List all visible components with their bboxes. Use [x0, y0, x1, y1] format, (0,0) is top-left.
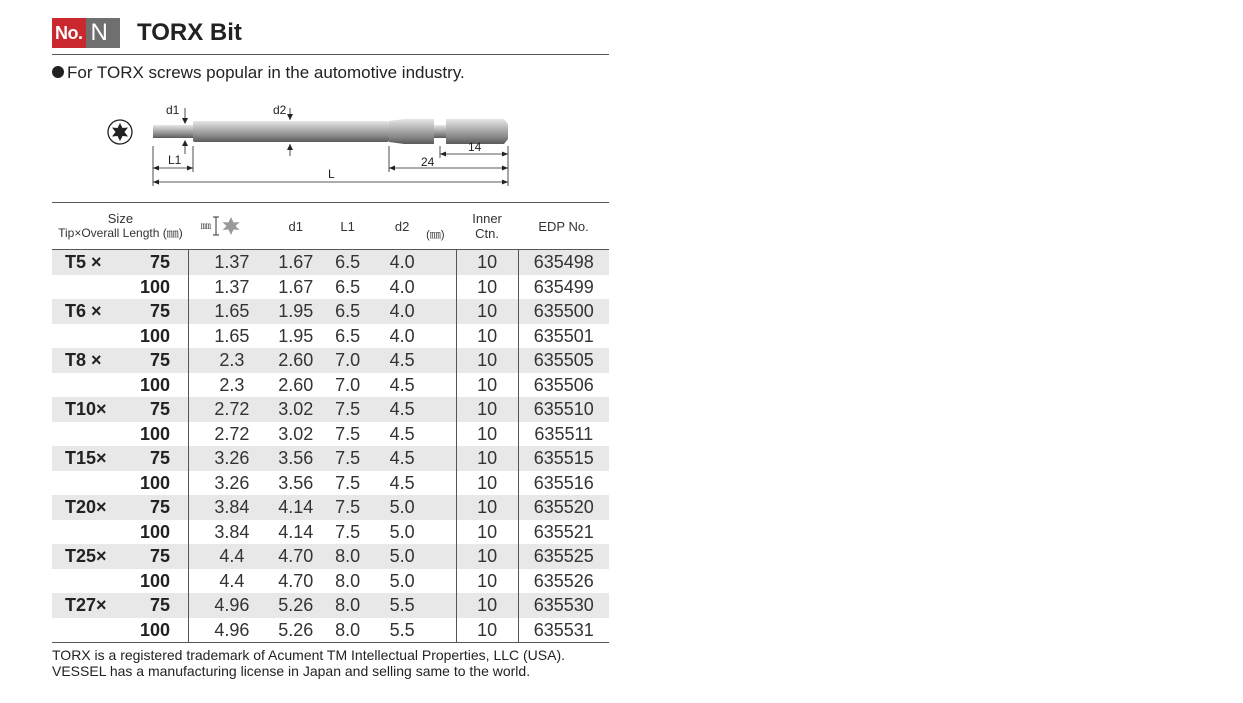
- cell-tip: T27×: [65, 595, 107, 616]
- cell-d1: 5.26: [274, 593, 317, 618]
- section-header: [52, 16, 609, 55]
- cell-size: [52, 324, 189, 349]
- cell-d1: 4.14: [274, 495, 317, 520]
- cell-mm: 2.3: [219, 374, 245, 395]
- col-d2: d2: [378, 203, 426, 250]
- cell-d2: 4.5: [389, 472, 415, 493]
- cell-size: [52, 593, 189, 618]
- cell-mm: 2.3: [189, 348, 275, 373]
- cell-mm: 1.65: [189, 299, 275, 324]
- description-text: For TORX screws popular in the automotive industry.: [67, 63, 465, 82]
- cell-spacer: [426, 471, 456, 496]
- cell-edp: 635525: [518, 544, 609, 569]
- col-inner-line2: Ctn.: [475, 226, 499, 241]
- cell-edp: 635498: [518, 250, 609, 275]
- cell-d2: 4.5: [378, 397, 426, 422]
- footer-line-1: TORX is a registered trademark of Acument TM Intellectual Properties, LLC (USA).: [52, 647, 566, 663]
- cell-l1: 7.0: [335, 374, 361, 395]
- cell-d1: 3.02: [274, 397, 317, 422]
- cell-tip: T25×: [65, 546, 107, 567]
- section-badge: [52, 18, 120, 48]
- cell-tip: T10×: [65, 399, 107, 420]
- cell-edp: 635510: [518, 397, 609, 422]
- cell-spacer: [426, 250, 456, 275]
- cell-mm: 1.37: [214, 276, 250, 297]
- table-row: [52, 471, 609, 496]
- cell-spacer: [426, 520, 456, 545]
- cell-l1: 8.0: [317, 593, 378, 618]
- cell-d1: 4.70: [274, 544, 317, 569]
- table-row: [52, 348, 609, 373]
- badge-letter: N: [86, 18, 120, 48]
- cell-edp: 635499: [533, 276, 594, 297]
- cell-d2: 4.5: [389, 423, 415, 444]
- cell-d2: 5.0: [378, 544, 426, 569]
- cell-l1: 8.0: [317, 544, 378, 569]
- cell-d2: 5.0: [389, 521, 415, 542]
- col-mm-label: ㎜: [200, 220, 211, 232]
- cell-d2: 5.0: [389, 570, 415, 591]
- cell-mm: 4.4: [219, 570, 245, 591]
- cell-l1: 7.5: [317, 446, 378, 471]
- table-row: [52, 275, 609, 300]
- cell-d1: 1.95: [278, 325, 314, 346]
- cell-inner: 10: [456, 471, 518, 496]
- cell-size: [52, 618, 189, 643]
- badge-no: No.: [52, 18, 86, 48]
- col-edp: EDP No.: [518, 203, 609, 250]
- table-header-row: [52, 203, 609, 250]
- label-d1: d1: [166, 103, 180, 117]
- cell-spacer: [426, 544, 456, 569]
- cell-size: [52, 373, 189, 398]
- cell-d1: 4.14: [278, 521, 314, 542]
- label-l1: L1: [168, 153, 182, 167]
- col-mm: [189, 203, 275, 250]
- table-row: [52, 397, 609, 422]
- bit-illustration: [153, 119, 508, 144]
- col-l1: L1: [317, 203, 378, 250]
- cell-d1: 3.02: [278, 423, 314, 444]
- torx-star-icon: [108, 120, 132, 144]
- cell-d1: 4.70: [278, 570, 314, 591]
- cell-edp: 635521: [533, 521, 594, 542]
- cell-tip: T8 ×: [65, 350, 102, 371]
- cell-spacer: [426, 275, 456, 300]
- cell-size: [52, 471, 189, 496]
- table-row: [52, 618, 609, 643]
- cell-l1: 7.0: [317, 348, 378, 373]
- cell-spacer: [426, 397, 456, 422]
- cell-spacer: [426, 324, 456, 349]
- cell-spacer: [426, 348, 456, 373]
- table-row: [52, 299, 609, 324]
- page-title: TORX Bit: [137, 19, 242, 46]
- cell-mm: 4.96: [189, 593, 275, 618]
- cell-l1: 6.5: [317, 299, 378, 324]
- cell-tip: T5 ×: [65, 252, 102, 273]
- cell-d2: 4.5: [378, 348, 426, 373]
- cell-d1: 1.95: [274, 299, 317, 324]
- bullet-icon: [52, 66, 64, 78]
- cell-d1: 5.26: [274, 618, 317, 643]
- cell-d2: 4.0: [378, 250, 426, 275]
- cell-d1: 1.67: [274, 250, 317, 275]
- cell-inner: 10: [456, 348, 518, 373]
- cell-length: 100: [139, 374, 170, 395]
- cell-inner: 10: [456, 299, 518, 324]
- cell-size: [52, 422, 189, 447]
- cell-inner: 10: [456, 544, 518, 569]
- cell-length: 100: [139, 423, 170, 444]
- cell-length: 100: [139, 570, 170, 591]
- cell-d1: 3.56: [278, 472, 314, 493]
- cell-inner: 10: [456, 569, 518, 594]
- cell-d1: 3.56: [274, 446, 317, 471]
- cell-length: 75: [149, 595, 170, 616]
- cell-d1: 2.60: [274, 348, 317, 373]
- cell-inner: 10: [456, 495, 518, 520]
- cell-spacer: [426, 422, 456, 447]
- cell-spacer: [426, 569, 456, 594]
- cell-d2: 4.0: [389, 325, 415, 346]
- cell-edp: 635530: [518, 593, 609, 618]
- cell-edp: 635506: [533, 374, 594, 395]
- cell-d2: 4.5: [389, 374, 415, 395]
- cell-tip: T6 ×: [65, 301, 102, 322]
- bit-dimension-diagram: [52, 98, 609, 208]
- cell-edp: 635500: [518, 299, 609, 324]
- cell-l1: 7.5: [317, 397, 378, 422]
- cell-l1: 7.5: [335, 423, 361, 444]
- cell-edp: 635520: [518, 495, 609, 520]
- cell-l1: 7.5: [335, 472, 361, 493]
- cell-size: [52, 275, 189, 300]
- cell-d2: 5.5: [378, 593, 426, 618]
- cell-d1: 2.60: [278, 374, 314, 395]
- cell-inner: 10: [456, 275, 518, 300]
- cell-mm: 4.96: [189, 618, 275, 643]
- cell-size: [52, 520, 189, 545]
- table-row: [52, 569, 609, 594]
- table-row: [52, 324, 609, 349]
- cell-length: 100: [139, 521, 170, 542]
- cell-d2: 5.0: [378, 495, 426, 520]
- table-row: [52, 250, 609, 275]
- label-24: 24: [421, 155, 435, 169]
- footer-note: [52, 647, 565, 679]
- col-size-line1: Size: [107, 211, 134, 226]
- cell-inner: 10: [456, 618, 518, 643]
- cell-l1: 7.5: [335, 521, 361, 542]
- cell-d2: 5.5: [378, 618, 426, 643]
- cell-edp: 635501: [533, 325, 594, 346]
- cell-length: 100: [139, 619, 170, 640]
- cell-inner: 10: [456, 250, 518, 275]
- product-description: [52, 62, 465, 84]
- cell-length: 75: [149, 497, 170, 518]
- cell-size: [52, 348, 189, 373]
- cell-tip: T20×: [65, 497, 107, 518]
- cell-size: [52, 446, 189, 471]
- col-d1: d1: [274, 203, 317, 250]
- cell-mm: 1.37: [189, 250, 275, 275]
- cell-d1: 1.67: [278, 276, 314, 297]
- cell-length: 75: [149, 252, 170, 273]
- cell-tip: T15×: [65, 448, 107, 469]
- cell-inner: 10: [456, 446, 518, 471]
- cell-mm: 3.26: [214, 472, 250, 493]
- cell-d2: 4.0: [378, 299, 426, 324]
- cell-size: [52, 544, 189, 569]
- spec-table: [52, 202, 609, 643]
- cell-l1: 7.5: [317, 495, 378, 520]
- cell-l1: 6.5: [335, 276, 361, 297]
- col-unit-label: (㎜): [426, 228, 445, 241]
- cell-inner: 10: [456, 422, 518, 447]
- cell-length: 100: [139, 325, 170, 346]
- col-size: [52, 203, 189, 250]
- cell-length: 75: [149, 546, 170, 567]
- cell-edp: 635505: [518, 348, 609, 373]
- cell-d2: 4.5: [378, 446, 426, 471]
- cell-mm: 1.65: [214, 325, 250, 346]
- col-inner: [456, 203, 518, 250]
- cell-edp: 635515: [518, 446, 609, 471]
- label-l: L: [328, 167, 335, 181]
- cell-spacer: [426, 618, 456, 643]
- cell-mm: 4.4: [189, 544, 275, 569]
- cell-length: 100: [139, 276, 170, 297]
- torx-size-icon: [213, 215, 241, 237]
- col-unit: [426, 203, 456, 250]
- cell-spacer: [426, 495, 456, 520]
- label-d2: d2: [273, 103, 287, 117]
- cell-mm: 2.72: [189, 397, 275, 422]
- cell-inner: 10: [456, 520, 518, 545]
- col-inner-line1: Inner: [472, 211, 502, 226]
- col-size-line2: Tip×Overall Length (㎜): [58, 226, 183, 240]
- cell-inner: 10: [456, 593, 518, 618]
- cell-length: 100: [139, 472, 170, 493]
- cell-l1: 8.0: [317, 618, 378, 643]
- cell-edp: 635531: [518, 618, 609, 643]
- cell-l1: 6.5: [335, 325, 361, 346]
- cell-length: 75: [149, 448, 170, 469]
- cell-edp: 635526: [533, 570, 594, 591]
- cell-l1: 6.5: [317, 250, 378, 275]
- catalog-section: [52, 16, 609, 679]
- cell-length: 75: [149, 399, 170, 420]
- footer-line-2: VESSEL has a manufacturing license in Japan and selling same to the world.: [52, 663, 531, 679]
- table-row: [52, 422, 609, 447]
- cell-d2: 4.0: [389, 276, 415, 297]
- cell-mm: 3.84: [214, 521, 250, 542]
- cell-size: [52, 397, 189, 422]
- cell-length: 75: [149, 301, 170, 322]
- cell-inner: 10: [456, 397, 518, 422]
- cell-length: 75: [149, 350, 170, 371]
- cell-spacer: [426, 446, 456, 471]
- cell-spacer: [426, 299, 456, 324]
- cell-spacer: [426, 373, 456, 398]
- label-14: 14: [468, 140, 482, 154]
- table-row: [52, 495, 609, 520]
- cell-size: [52, 495, 189, 520]
- table-row: [52, 520, 609, 545]
- cell-edp: 635516: [533, 472, 594, 493]
- cell-mm: 3.84: [189, 495, 275, 520]
- table-row: [52, 373, 609, 398]
- cell-size: [52, 299, 189, 324]
- cell-inner: 10: [456, 324, 518, 349]
- table-row: [52, 593, 609, 618]
- cell-edp: 635511: [534, 423, 594, 444]
- cell-mm: 2.72: [214, 423, 250, 444]
- cell-l1: 8.0: [335, 570, 361, 591]
- cell-spacer: [426, 593, 456, 618]
- cell-size: [52, 250, 189, 275]
- cell-size: [52, 569, 189, 594]
- cell-mm: 3.26: [189, 446, 275, 471]
- table-row: [52, 446, 609, 471]
- table-row: [52, 544, 609, 569]
- cell-inner: 10: [456, 373, 518, 398]
